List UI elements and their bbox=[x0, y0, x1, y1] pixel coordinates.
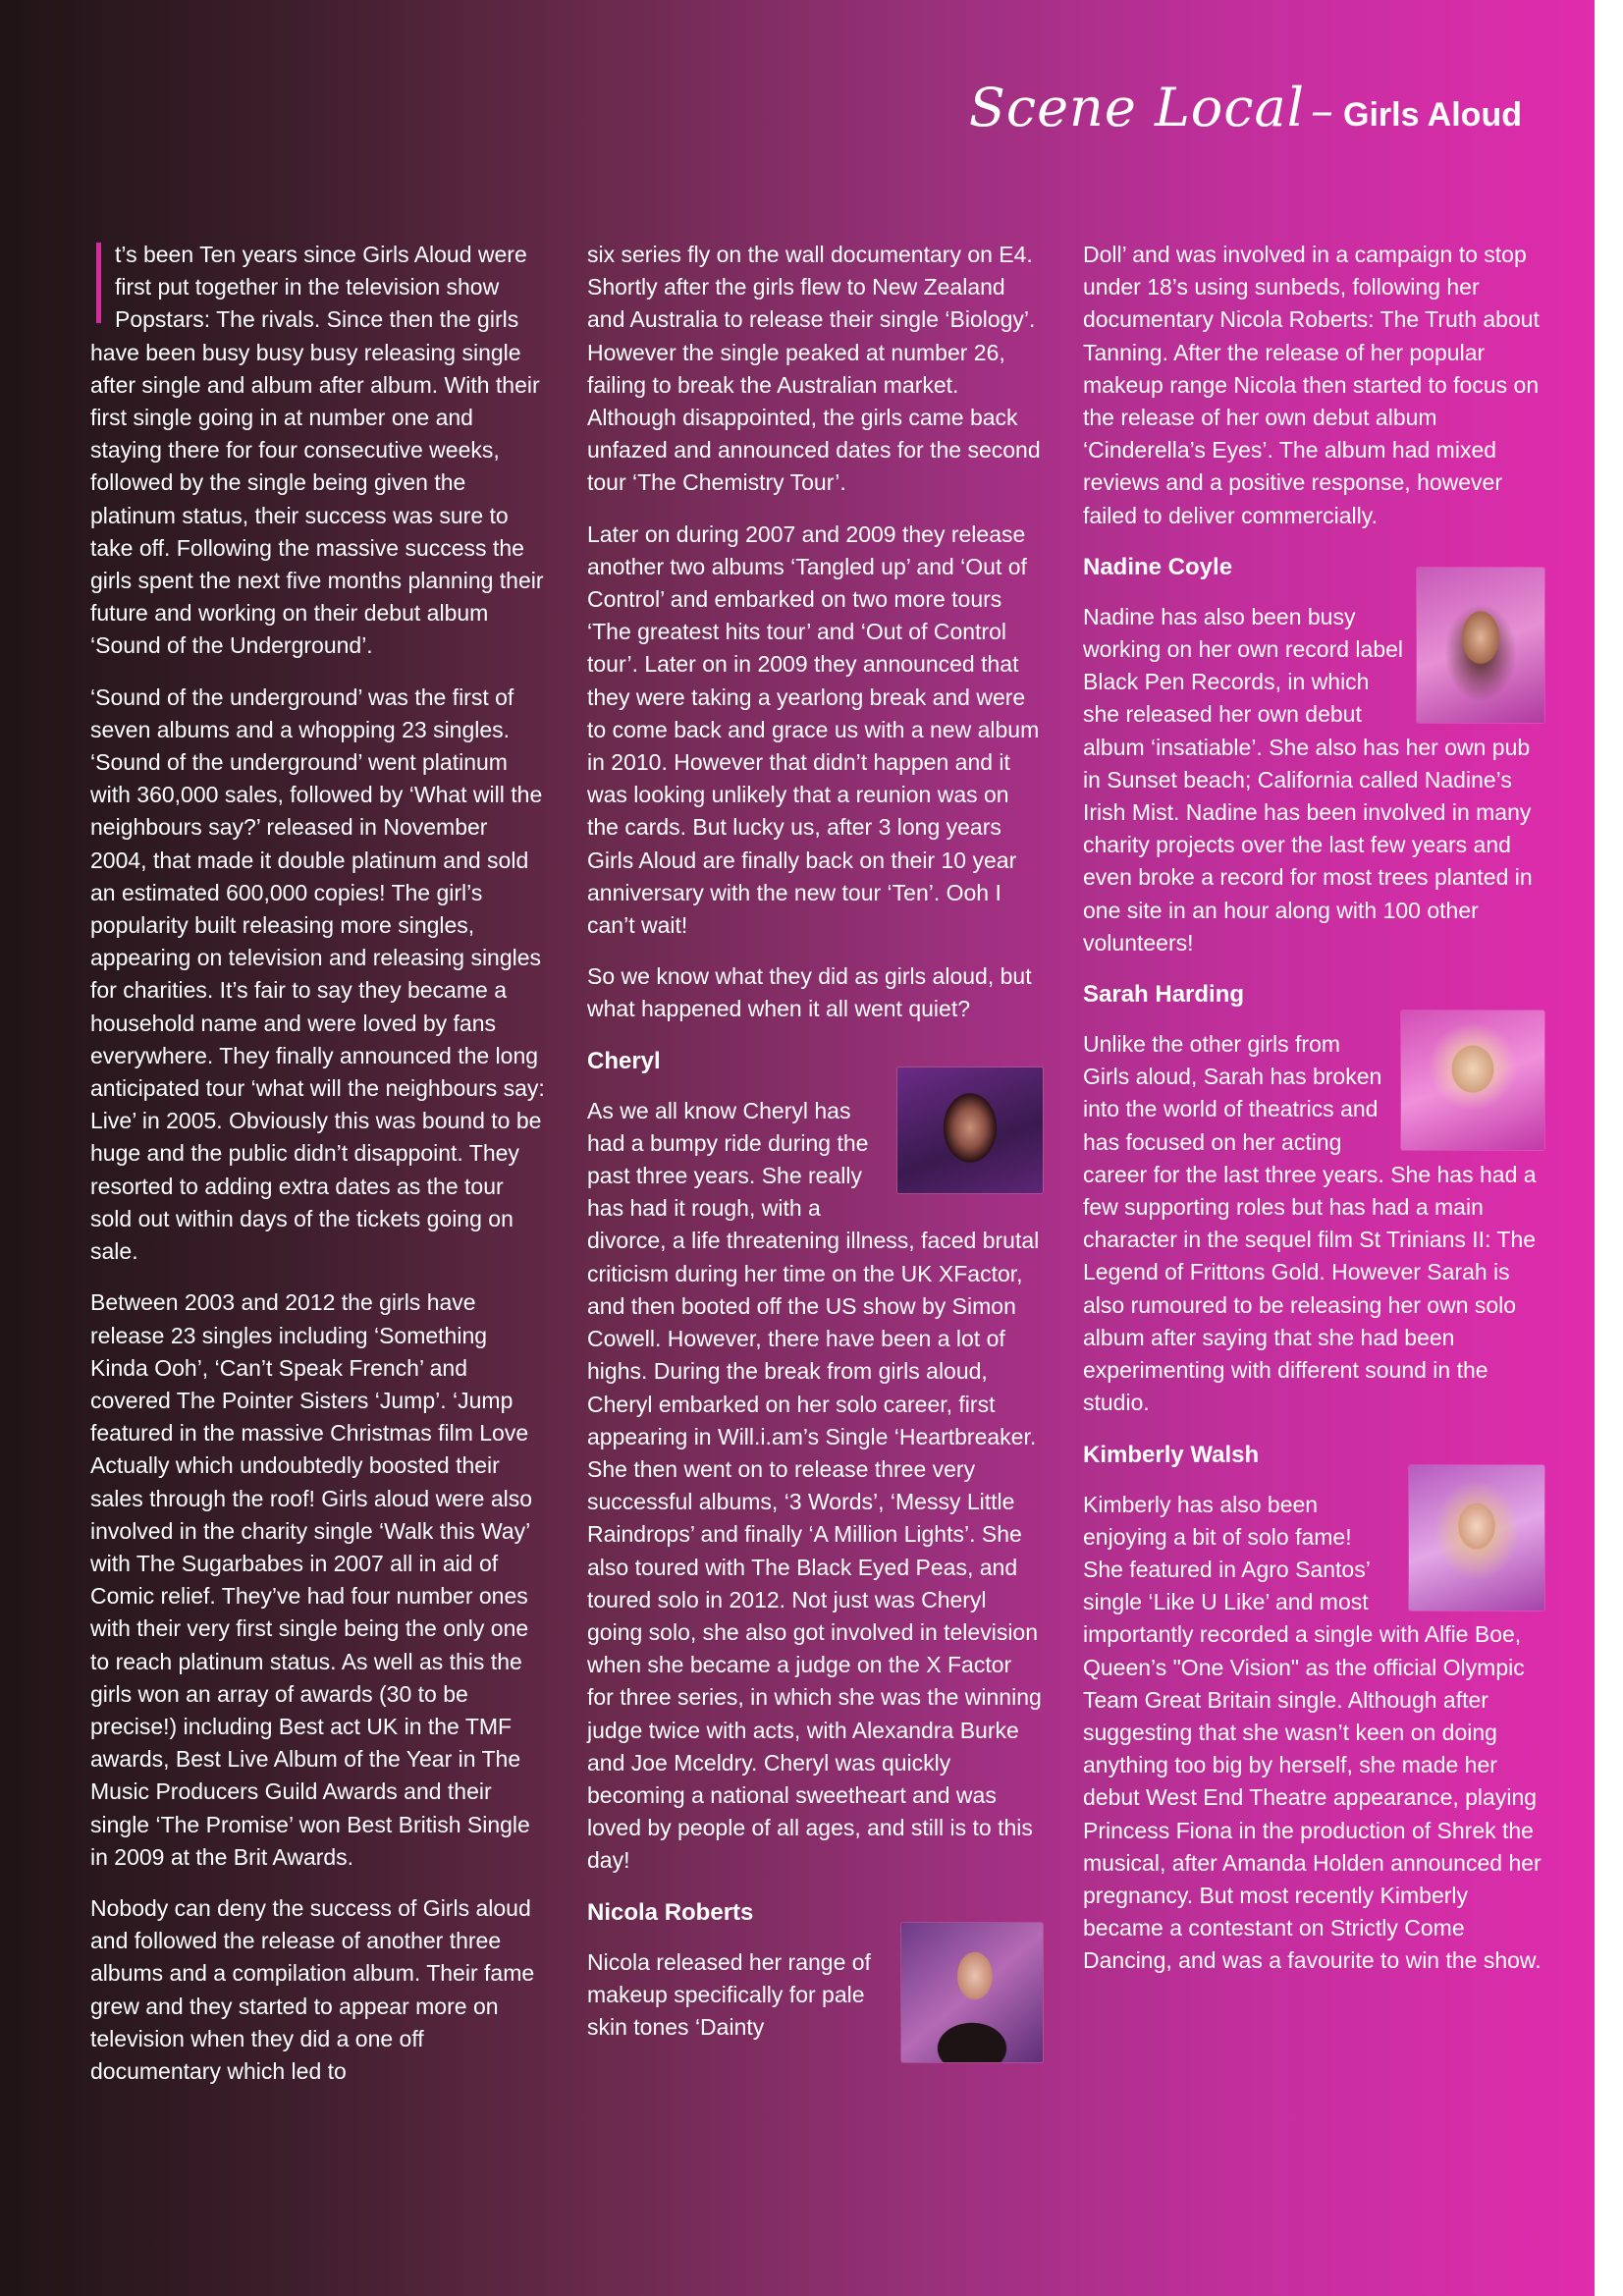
heading-kimberly: Kimberly Walsh bbox=[1083, 1441, 1260, 1468]
heading-sarah: Sarah Harding bbox=[1083, 981, 1245, 1009]
paragraph-tv-fame: Nobody can deny the success of Girls aloud and followed the release of another three albums and a compilation album. Their fame grew and they started to appear more on television when they did a one off documentary which led to bbox=[90, 1894, 535, 2084]
paragraph-nicola: Nicola released her range of makeup specifically for pale skin tones ‘Dainty bbox=[587, 1948, 871, 2040]
heading-cheryl: Cheryl bbox=[587, 1047, 661, 1074]
paragraph-cheryl: As we all know Cheryl has had a bumpy ride during the past three years. She really has had it rough, with a divorce, a life threatening illness, faced brutal criticism during her time on the UK XFactor, and then booted off the US show by Simon Cowell. However, there have been a lot of highs. During the break from girls aloud, Cheryl embarked on her solo career, first appearing in Will.i.am’s Single ‘Heartbreaker. She then went on to release three very successful albums, ‘3 Words’, ‘Messy Little Raindrops’ and finally ‘A Million Lights’. She also toured with The Black Eyed Peas, and toured solo in 2012. Not just was Cheryl going solo, she also got involved in television when she became a judge on the X Factor for three series, in which she was the winning judge twice with acts, with Alexandra Burke and Joe Mceldry. Cheryl was quickly becoming a national sweetheart and was loved by people of all ages, and still is to this day! bbox=[587, 1097, 1042, 1874]
section-title: Scene Local bbox=[968, 77, 1306, 138]
cheryl-photo bbox=[897, 1067, 1043, 1193]
column-1 bbox=[90, 239, 548, 2106]
paragraph-kimberly: Kimberly has also been enjoying a bit of solo fame! She featured in Agro Santos’ single ‘Like U Like’ and most importantly recorded a single with Alfie Boe, Queen’s "One Vision" as the official Olympic Team Great Britain single. Although after suggesting that she wasn’t keen on doing anything too big by herself, she made her debut West End Theatre appearance, playing Princess Fiona in the production of Shrek the musical, after Amanda Holden announced her pregnancy. But most recently Kimberly became a contestant on Strictly Come Dancing, and was a favourite to win the show. bbox=[1083, 1491, 1542, 1974]
paragraph-singles-awards: Between 2003 and 2012 the girls have release 23 singles including ‘Something Kinda Ooh’, ‘Can’t Speak French’ and covered The Pointer Sisters ‘Jump’. ‘Jump featured in the massive Christmas film Love Actually which undoubtedly boosted their sales through the roof! Girls aloud were also involved in the charity single ‘Walk this Way’ with The Sugarbabes in 2007 all in aid of Comic relief. They’ve had four number ones with their very first single being the only one to reach platinum status. As well as this the girls won an array of awards (30 to be precise!) including Best act UK in the TMF awards, Best Live Album of the Year in The Music Producers Guild Awards and their single ‘The Promise’ won Best British Single in 2009 at the Brit Awards. bbox=[90, 1289, 533, 1870]
paragraph-sarah: Unlike the other girls from Girls aloud, Sarah has broken into the world of theatrics and has focused on her acting career for the last three years. She has had a few supporting roles but has had a main character in the sequel film St Trinians II: The Legend of Frittons Gold. However Sarah is also rumoured to be releasing her own solo album after saying that she had been experimenting with different sound in the studio. bbox=[1083, 1031, 1537, 1416]
header-dash: – bbox=[1311, 83, 1334, 137]
intro-text: t’s been Ten years since Girls Aloud were first put together in the television show Popstars: The rivals. Since then the girls have been busy busy busy releasing single after single and album after album. With their first single going in at number one and staying there for four consecutive weeks, followed by the single being given the platinum status, their success was sure to take off. Following the massive success the girls spent the next five months planning their future and working on their debut album ‘Sound of the Underground’. bbox=[90, 242, 544, 659]
nadine-photo bbox=[1417, 568, 1544, 723]
paragraph-nadine: Nadine has also been busy working on her own record label Black Pen Records, in which she released her own debut album ‘insatiable’. She also has her own pub in Sunset beach; California called Nadine’s Irish Mist. Nadine has been involved in many charity projects over the last few years and even broke a record for most trees planted in one site in an hour along with 100 other volunteers! bbox=[1083, 603, 1533, 956]
sarah-photo bbox=[1401, 1011, 1544, 1150]
page-header bbox=[969, 77, 1522, 138]
intro-paragraph bbox=[90, 239, 548, 663]
paragraph-quiet: So we know what they did as girls aloud, but what happened when it all went quiet? bbox=[587, 963, 1032, 1022]
nicola-photo bbox=[901, 1923, 1043, 2062]
paragraph-biology: six series fly on the wall documentary on E4. Shortly after the girls flew to New Zealand and Australia to release their single ‘Biology’. However the single peaked at number 26, failing to break the Australian market. Although disappointed, the girls came back unfazed and announced dates for the second tour ‘The Chemistry Tour’. bbox=[587, 242, 1041, 496]
page-margin bbox=[1595, 0, 1623, 2296]
article-title: Girls Aloud bbox=[1343, 96, 1522, 134]
column-3 bbox=[1083, 239, 1544, 1996]
kimberly-photo bbox=[1409, 1465, 1544, 1611]
paragraph-sound-of-underground: ‘Sound of the underground’ was the first of seven albums and a whopping 23 singles. ‘Sound of the underground’ went platinum with 360,000 sales, followed by ‘What will the neighbours say?’ released in November 2004, that made it double platinum and sold an estimated 600,000 copies! The girl’s popularity built releasing more singles, appearing on television and releasing singles for charities. It’s fair to say they became a household name and were loved by fans everywhere. They finally announced the long anticipated tour ‘what will the neighbours say: Live’ in 2005. Obviously this was bound to be huge and the public didn’t disappoint. They resorted to adding extra dates as the tour sold out within days of the tickets going on sale. bbox=[90, 683, 545, 1265]
drop-cap-bar bbox=[96, 243, 101, 323]
paragraph-nicola-continued: Doll’ and was involved in a campaign to stop under 18’s using sunbeds, following her documentary Nicola Roberts: The Truth about Tanning. After the release of her popular makeup range Nicola then started to focus on the release of her own debut album ‘Cinderella’s Eyes’. The album had mixed reviews and a positive response, however failed to deliver commercially. bbox=[1083, 242, 1540, 528]
heading-nadine: Nadine Coyle bbox=[1083, 553, 1233, 580]
paragraph-later-years: Later on during 2007 and 2009 they release another two albums ‘Tangled up’ and ‘Out of Control’ and embarked on two more tours ‘The greatest hits tour’ and ‘Out of Control tour’. Later on in 2009 they announced that they were taking a yearlong break and were to come back and grace us with a new album in 2010. However that didn’t happen and it was looking unlikely that a reunion was on the cards. But lucky us, after 3 long years Girls Aloud are finally back on their 10 year anniversary with the new tour ‘Ten’. Ooh I can’t wait! bbox=[587, 520, 1040, 939]
column-2 bbox=[587, 239, 1043, 2066]
heading-nicola: Nicola Roberts bbox=[587, 1898, 754, 1926]
